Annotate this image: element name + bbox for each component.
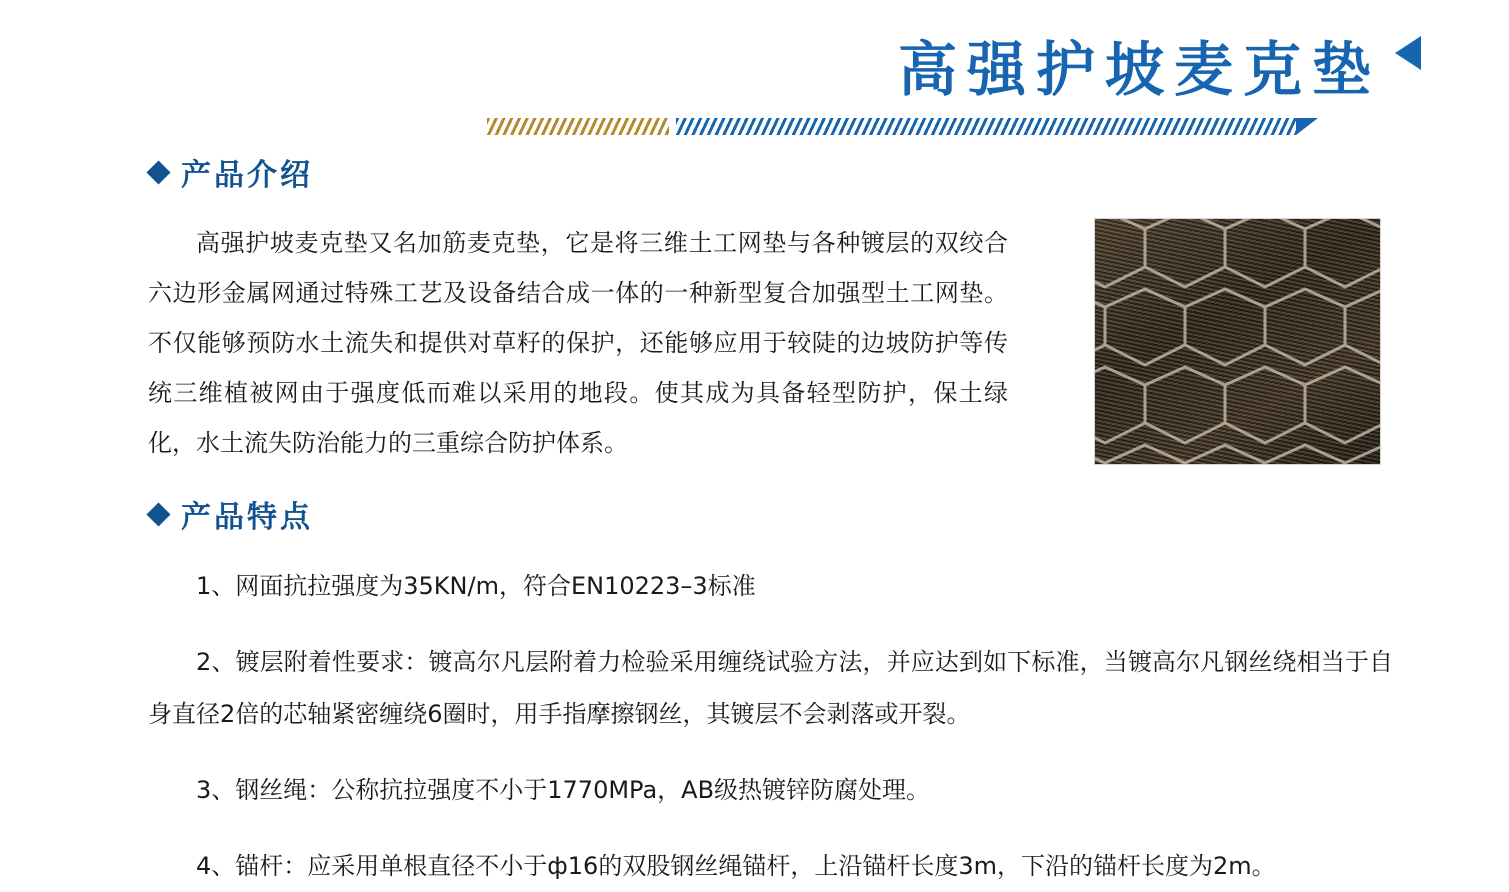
section-heading-product-intro — [150, 150, 1509, 194]
section-heading-product-features — [150, 492, 1509, 536]
product-intro-paragraph: 高强护坡麦克垫又名加筋麦克垫，它是将三维土工网垫与各种镀层的双绞合六边形金属网通过特殊工艺及设备结合成一体的一种新型复合加强型土工网垫。不仅能够预防水土流失和提供对草籽的保护，还能够应用于较陡的边坡防护等传统三维植被网由于强度低而难以采用的地段。使其成为具备轻型防护，保土绿化，水土流失防治能力的三重综合防护体系。 — [148, 229, 1008, 457]
product-intro-block — [0, 218, 1509, 468]
hexagonal-mesh-overlay — [1094, 218, 1381, 465]
section-title-product-intro: 产品介绍 — [181, 158, 313, 193]
decorative-hatch-bar-gold — [487, 118, 669, 135]
decorative-hatch-bar-blue — [676, 118, 1296, 135]
feature-item: 4、锚杆：应采用单根直径不小于ф16的双股钢丝绳锚杆，上沿锚杆长度3m，下沿的锚杆长度为2m。 — [196, 852, 1276, 880]
left-pointing-triangle-icon — [1395, 36, 1421, 70]
page-header — [0, 0, 1509, 150]
page-title: 高强护坡麦克垫 — [897, 35, 1381, 104]
feature-item: 2、镀层附着性要求：镀高尔凡层附着力检验采用缠绕试验方法，并应达到如下标准，当镀高尔凡钢丝绕相当于自身直径2倍的芯轴紧密缠绕6圈时，用手指摩擦钢丝，其镀层不会剥落或开裂。 — [148, 648, 1393, 728]
decorative-hatch-arrow-tip — [1296, 118, 1318, 135]
feature-item: 1、网面抗拉强度为35KN/m，符合EN10223–3标准 — [196, 572, 756, 600]
product-features-list — [0, 560, 1509, 892]
feature-item: 3、钢丝绳：公称抗拉强度不小于1770MPa，AB级热镀锌防腐处理。 — [196, 776, 931, 804]
product-photo — [1094, 218, 1381, 465]
diamond-bullet-icon — [146, 502, 170, 526]
diamond-bullet-icon — [146, 160, 170, 184]
section-title-product-features: 产品特点 — [181, 500, 313, 535]
